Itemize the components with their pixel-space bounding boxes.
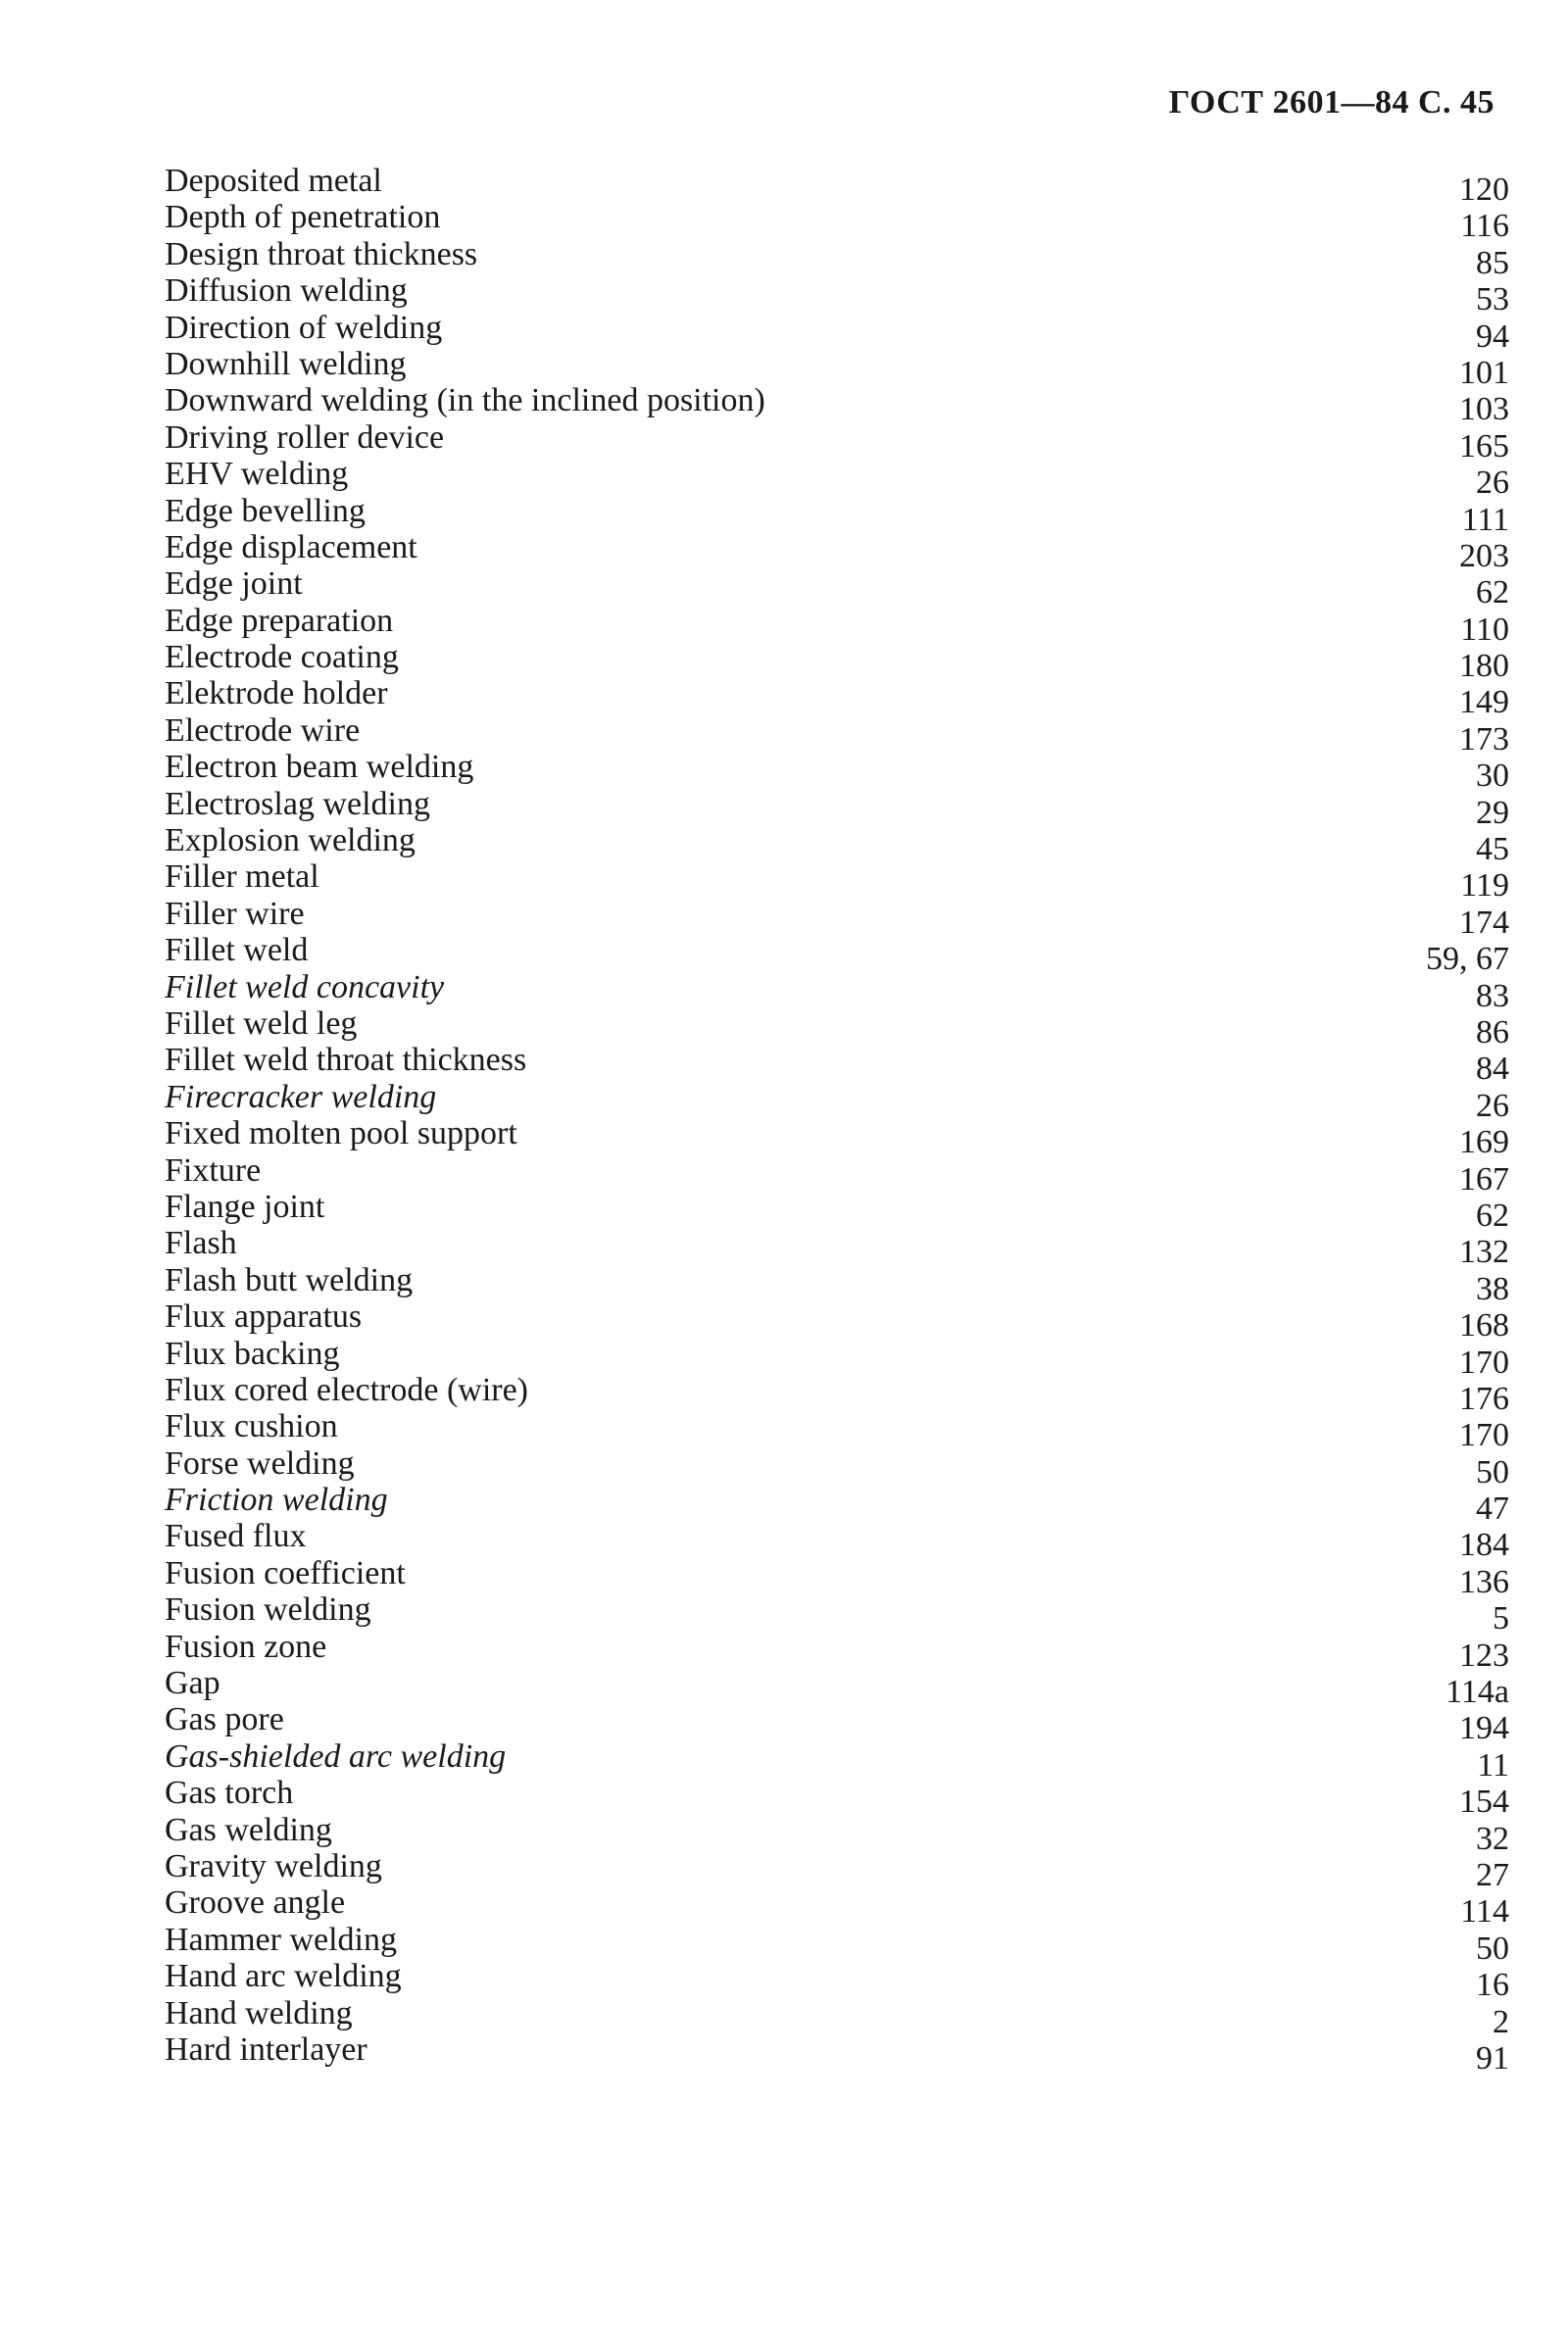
index-entry	[165, 1225, 1509, 1271]
index-entry	[165, 822, 1509, 868]
index-term: Flux cored electrode (wire)	[165, 1371, 528, 1408]
index-reference-number: 47	[1476, 1491, 1509, 1528]
index-reference-number: 94	[1476, 318, 1509, 355]
index-term: Hand arc welding	[165, 1958, 402, 1995]
index-reference-number: 53	[1476, 281, 1509, 318]
index-term: Fillet weld throat thickness	[165, 1042, 527, 1079]
index-entry	[165, 345, 1509, 391]
index-reference-number: 38	[1476, 1270, 1509, 1307]
index-entry	[165, 1371, 1509, 1417]
index-reference-number: 132	[1459, 1234, 1509, 1271]
index-entry	[165, 675, 1509, 721]
index-reference-number: 26	[1476, 1087, 1509, 1124]
index-reference-number: 59, 67	[1426, 941, 1509, 978]
index-entry	[165, 272, 1509, 318]
index-reference-number: 45	[1476, 831, 1509, 868]
index-term: Electroslag welding	[165, 785, 430, 822]
index-entry	[165, 1335, 1509, 1381]
index-term: Edge preparation	[165, 602, 394, 639]
index-term: Fusion coefficient	[165, 1554, 406, 1591]
page-header: ГОСТ 2601—84 С. 45	[1168, 84, 1494, 121]
index-entry	[165, 1408, 1509, 1454]
index-reference-number: 85	[1476, 244, 1509, 281]
index-entry	[165, 528, 1509, 574]
index-reference-number: 84	[1476, 1051, 1509, 1088]
index-term: Edge bevelling	[165, 492, 366, 529]
index-term: Gas welding	[165, 1811, 332, 1848]
term-index-list	[165, 163, 1509, 2077]
index-entry	[165, 1482, 1509, 1528]
index-entry	[165, 2030, 1509, 2077]
index-term: Explosion welding	[165, 822, 416, 859]
index-reference-number: 114a	[1446, 1674, 1509, 1711]
index-term: Fused flux	[165, 1518, 307, 1555]
index-reference-number: 176	[1459, 1380, 1509, 1417]
index-term: Gap	[165, 1665, 220, 1702]
index-term: Fillet weld	[165, 932, 309, 969]
index-reference-number: 114	[1460, 1893, 1509, 1931]
index-reference-number: 5	[1493, 1600, 1509, 1638]
index-term: Flash	[165, 1225, 237, 1262]
index-entry	[165, 235, 1509, 281]
index-term: Flange joint	[165, 1188, 325, 1225]
index-entry	[165, 1958, 1509, 2004]
index-reference-number: 123	[1459, 1637, 1509, 1674]
index-reference-number: 167	[1459, 1160, 1509, 1198]
index-entry	[165, 1261, 1509, 1307]
index-term: Fillet weld leg	[165, 1004, 358, 1042]
index-entry	[165, 1188, 1509, 1234]
index-reference-number: 11	[1477, 1746, 1509, 1784]
index-term: Filler wire	[165, 895, 305, 932]
index-entry	[165, 1298, 1509, 1345]
index-term: Fillet weld concavity	[165, 968, 445, 1005]
index-entry	[165, 163, 1509, 208]
index-term: Flux backing	[165, 1335, 340, 1372]
index-reference-number: 180	[1459, 648, 1509, 685]
index-term: Fusion zone	[165, 1628, 327, 1665]
index-reference-number: 173	[1459, 720, 1509, 758]
index-entry	[165, 858, 1509, 905]
index-reference-number: 170	[1459, 1344, 1509, 1381]
index-entry	[165, 1518, 1509, 1564]
index-term: Fixture	[165, 1151, 262, 1189]
index-reference-number: 154	[1459, 1784, 1509, 1821]
index-term: Hammer welding	[165, 1921, 397, 1958]
index-reference-number: 119	[1460, 867, 1509, 905]
index-entry	[165, 602, 1509, 648]
index-reference-number: 30	[1476, 758, 1509, 795]
index-term: Direction of welding	[165, 309, 443, 346]
index-entry	[165, 565, 1509, 611]
index-term: Hand welding	[165, 1994, 353, 2031]
index-entry	[165, 1591, 1509, 1638]
index-entry	[165, 895, 1509, 941]
index-term: Forse welding	[165, 1444, 355, 1482]
index-entry	[165, 1444, 1509, 1491]
index-reference-number: 62	[1476, 574, 1509, 611]
index-reference-number: 170	[1459, 1417, 1509, 1454]
index-term: EHV welding	[165, 456, 349, 493]
index-term: Design throat thickness	[165, 235, 478, 272]
index-term: Edge displacement	[165, 528, 417, 565]
index-reference-number: 29	[1476, 794, 1509, 831]
index-term: Filler metal	[165, 858, 319, 896]
index-entry	[165, 418, 1509, 465]
index-entry	[165, 1775, 1509, 1821]
index-reference-number: 26	[1476, 465, 1509, 502]
index-term: Gas-shielded arc welding	[165, 1737, 507, 1775]
index-entry	[165, 639, 1509, 685]
index-term: Gravity welding	[165, 1847, 382, 1884]
index-reference-number: 165	[1459, 427, 1509, 465]
index-entry	[165, 1811, 1509, 1857]
index-reference-number: 62	[1476, 1197, 1509, 1234]
index-term: Flux cushion	[165, 1408, 338, 1445]
index-term: Friction welding	[165, 1482, 388, 1519]
index-reference-number: 27	[1476, 1856, 1509, 1893]
index-term: Electrode coating	[165, 639, 399, 676]
index-term: Downward welding (in the inclined position)	[165, 382, 765, 419]
index-term: Fusion welding	[165, 1591, 371, 1629]
index-term: Electron beam welding	[165, 749, 474, 786]
index-reference-number: 32	[1476, 1820, 1509, 1857]
index-term: Flash butt welding	[165, 1261, 414, 1298]
index-term: Electrode wire	[165, 711, 361, 749]
index-entry	[165, 1151, 1509, 1198]
index-reference-number: 136	[1459, 1563, 1509, 1600]
index-reference-number: 194	[1459, 1710, 1509, 1747]
index-reference-number: 168	[1459, 1307, 1509, 1345]
index-reference-number: 86	[1476, 1013, 1509, 1051]
index-term: Depth of penetration	[165, 199, 441, 236]
index-term: Deposited metal	[165, 163, 382, 199]
index-term: Flux apparatus	[165, 1298, 363, 1336]
index-entry	[165, 1847, 1509, 1893]
index-reference-number: 149	[1459, 684, 1509, 721]
index-entry	[165, 1554, 1509, 1600]
index-term: Hard interlayer	[165, 2030, 368, 2068]
index-reference-number: 169	[1459, 1124, 1509, 1161]
index-entry	[165, 749, 1509, 795]
index-term: Diffusion welding	[165, 272, 408, 310]
index-term: Firecracker welding	[165, 1078, 437, 1115]
index-reference-number: 101	[1459, 354, 1509, 391]
index-term: Elektrode holder	[165, 675, 388, 712]
index-reference-number: 103	[1459, 391, 1509, 428]
index-entry	[165, 1701, 1509, 1747]
index-entry	[165, 1042, 1509, 1088]
index-reference-number: 120	[1459, 171, 1509, 208]
index-entry	[165, 1078, 1509, 1124]
index-entry	[165, 1004, 1509, 1051]
index-term: Downhill welding	[165, 345, 407, 382]
index-entry	[165, 1115, 1509, 1161]
index-entry	[165, 1994, 1509, 2040]
index-entry	[165, 711, 1509, 758]
index-term: Driving roller device	[165, 418, 445, 456]
index-reference-number: 184	[1459, 1527, 1509, 1564]
index-term: Groove angle	[165, 1884, 346, 1922]
index-entry	[165, 1665, 1509, 1711]
index-entry	[165, 1921, 1509, 1967]
index-term: Edge joint	[165, 565, 303, 603]
index-reference-number: 91	[1476, 2039, 1509, 2077]
index-reference-number: 116	[1460, 208, 1509, 245]
index-reference-number: 83	[1476, 977, 1509, 1014]
index-reference-number: 50	[1476, 1930, 1509, 1967]
index-entry	[165, 456, 1509, 502]
index-term: Fixed molten pool support	[165, 1115, 517, 1152]
index-entry	[165, 199, 1509, 245]
index-entry	[165, 309, 1509, 355]
index-reference-number: 203	[1459, 537, 1509, 574]
index-entry	[165, 382, 1509, 428]
index-reference-number: 111	[1461, 501, 1509, 538]
index-entry	[165, 492, 1509, 538]
index-term: Gas pore	[165, 1701, 284, 1738]
index-reference-number: 110	[1460, 611, 1509, 648]
index-entry	[165, 1628, 1509, 1674]
index-entry	[165, 932, 1509, 978]
index-entry	[165, 1884, 1509, 1931]
index-entry	[165, 968, 1509, 1014]
index-reference-number: 16	[1476, 1967, 1509, 2004]
index-entry	[165, 785, 1509, 831]
index-reference-number: 2	[1493, 2003, 1509, 2040]
index-reference-number: 174	[1459, 904, 1509, 941]
index-reference-number: 50	[1476, 1453, 1509, 1491]
index-entry	[165, 1737, 1509, 1784]
index-term: Gas torch	[165, 1775, 294, 1812]
